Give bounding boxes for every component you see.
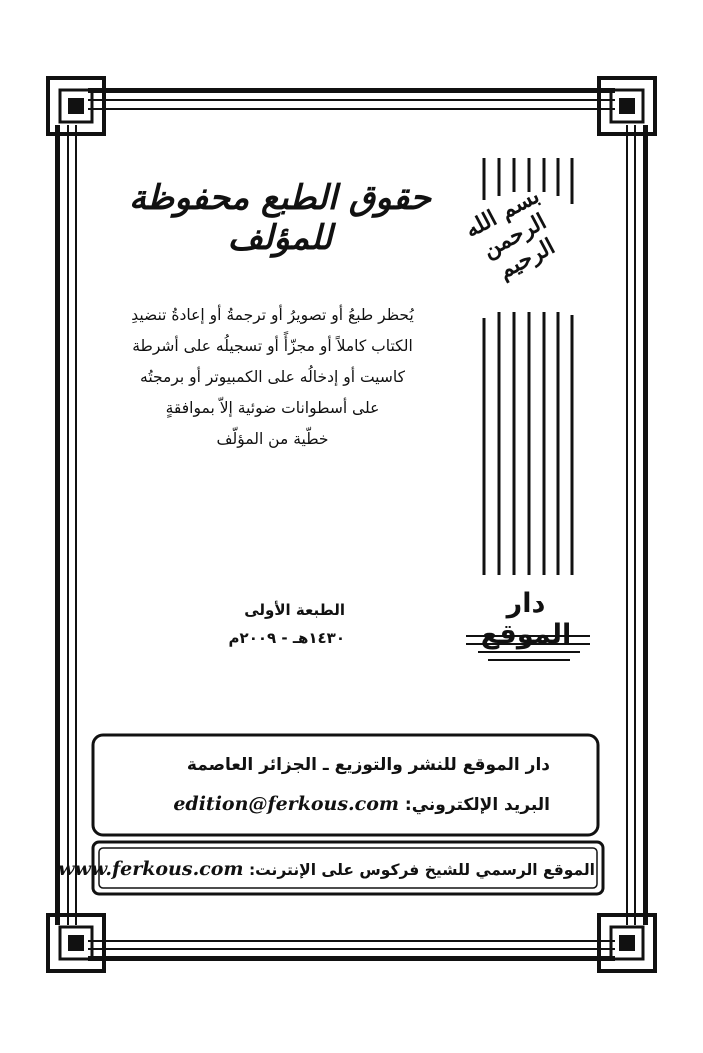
notice-line: الكتاب كاملاً أو مجزّأً أو تسجيلُه على أشرطة — [132, 337, 413, 355]
email-link[interactable]: edition@ferkous.com — [173, 793, 399, 815]
email-line — [110, 793, 550, 815]
notice-line: يُحظر طبعُ أو تصويرُ أو ترجمةُ أو إعادةُ تنضيدِ — [131, 306, 414, 324]
website-line — [58, 850, 595, 888]
email-label: البريد الإلكتروني: — [404, 795, 550, 815]
edition-info — [225, 596, 345, 652]
publisher-logo: دار الموقع — [480, 588, 572, 650]
notice-line: على أسطوانات ضوئية إلاّ بموافقةٍ — [165, 399, 380, 417]
basmala-calligraphy: بسم الله الرحمن الرحيم — [460, 182, 560, 285]
edition-label: الطبعة الأولى — [244, 601, 345, 619]
edition-date: ١٤٣٠هـ - ٢٠٠٩م — [228, 629, 345, 647]
publisher-line: دار الموقع للنشر والتوزيع ـ الجزائر العاصمة — [186, 755, 550, 775]
notice-line: خطّية من المؤلّف — [216, 430, 329, 448]
website-label: الموقع الرسمي للشيخ فركوس على الإنترنت: — [248, 861, 595, 879]
website-link[interactable]: www.ferkous.com — [58, 858, 244, 880]
copyright-title: حقوق الطبع محفوظة للمؤلف — [128, 178, 432, 258]
copyright-notice — [100, 300, 445, 455]
notice-line: كاسيت أو إدخالُه على الكمبيوتر أو برمجتُه — [140, 368, 405, 386]
